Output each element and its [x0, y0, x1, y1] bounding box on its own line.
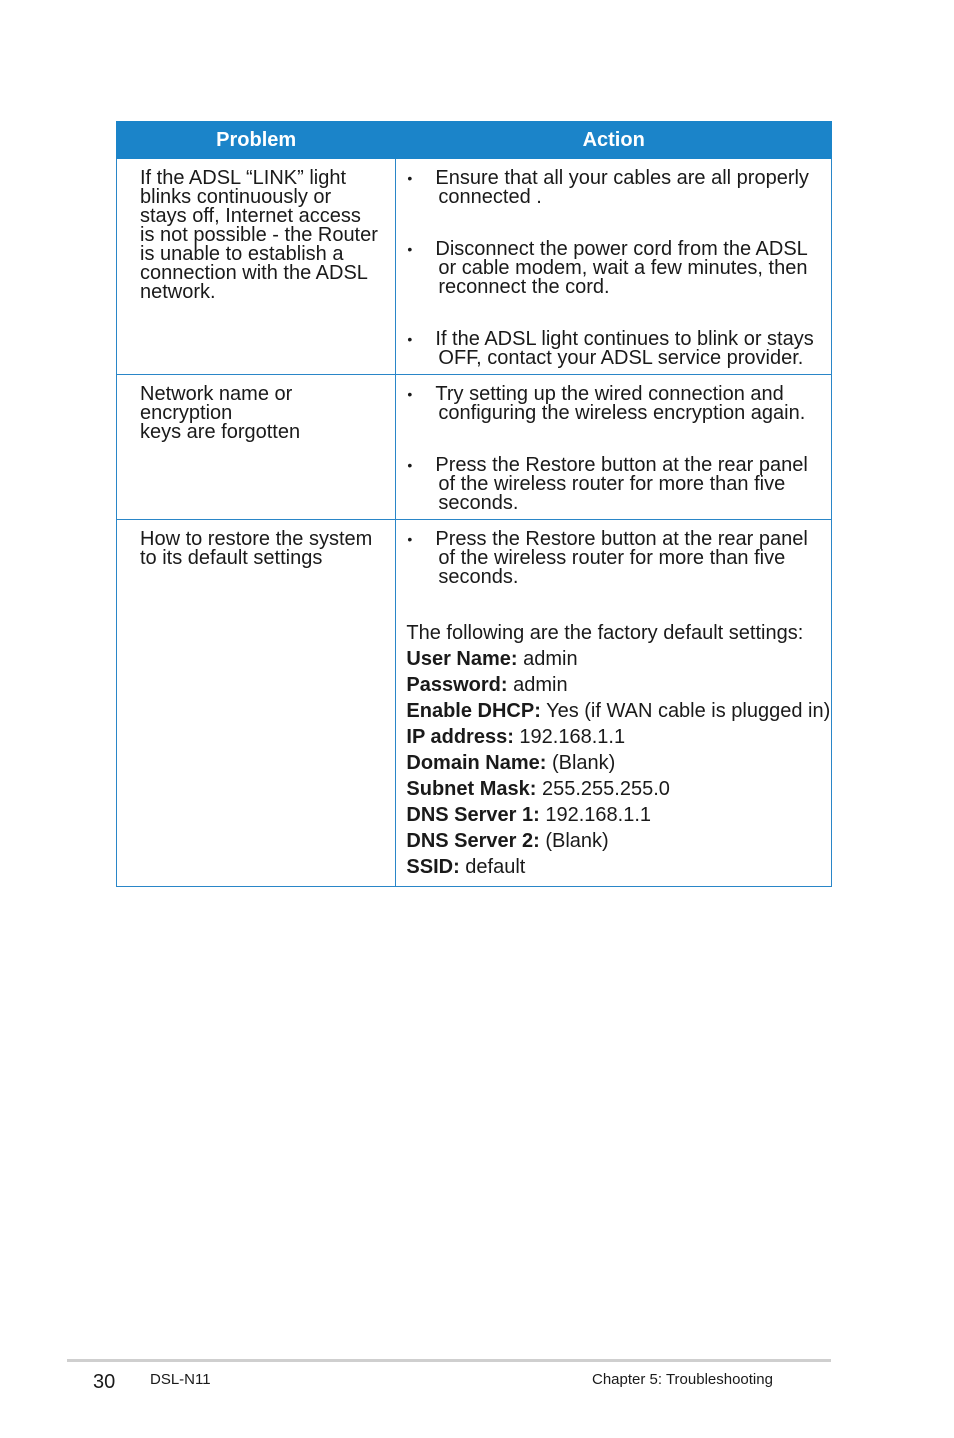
action-cell: [396, 159, 832, 375]
footer-rule: [67, 1359, 831, 1362]
bullet-text: [435, 385, 823, 423]
setting-label: SSID:: [406, 856, 460, 878]
bullet-line: Ensure that all your cables are all properly: [435, 167, 809, 189]
problem-line: is unable to establish a: [140, 243, 344, 265]
action-cell: [396, 375, 832, 520]
bullet-dot: •: [407, 331, 413, 347]
problem-cell: [117, 520, 396, 887]
default-setting: [406, 828, 823, 854]
default-setting: [406, 646, 823, 672]
default-setting: [406, 724, 823, 750]
bullet-text: [435, 456, 823, 513]
action-bullet-item: [406, 456, 823, 513]
setting-label: User Name:: [406, 648, 518, 670]
setting-value: (Blank): [545, 830, 609, 852]
setting-value: admin: [513, 674, 568, 696]
problem-line: connection with the ADSL: [140, 262, 368, 284]
problem-line: If the ADSL “LINK” light: [140, 167, 347, 189]
table-row: [117, 159, 832, 375]
bullet-line: Press the Restore button at the rear panel: [435, 528, 808, 550]
problem-cell: [117, 375, 396, 520]
action-bullet-item: [406, 169, 823, 207]
bullet-dot: •: [407, 170, 413, 186]
bullet-line: of the wireless router for more than five: [438, 547, 786, 569]
setting-label: Enable DHCP:: [406, 700, 541, 722]
model-name: DSL-N11: [150, 1371, 211, 1388]
setting-label: DNS Server 1:: [406, 804, 540, 826]
bullet-line: seconds.: [438, 566, 519, 588]
chapter-title: Chapter 5: Troubleshooting: [592, 1371, 773, 1388]
action-bullet-item: [406, 330, 823, 368]
bullet-line: of the wireless router for more than five: [438, 473, 786, 495]
default-setting: [406, 854, 823, 880]
bullet-line: seconds.: [438, 492, 519, 514]
action-cell: [396, 520, 832, 887]
bullet-line: OFF, contact your ADSL service provider.: [438, 347, 804, 369]
table-row: [117, 375, 832, 520]
bullet-line: If the ADSL light continues to blink or stays: [435, 328, 814, 350]
bullet-text: [435, 240, 823, 297]
problem-line: network.: [140, 281, 216, 303]
bullet-text: [435, 530, 823, 587]
default-setting: [406, 776, 823, 802]
problem-line: to its default settings: [140, 547, 323, 569]
action-bullet-item: [406, 530, 823, 587]
problem-line: blinks continuously or: [140, 186, 332, 208]
default-setting: [406, 698, 831, 724]
bullet-dot: •: [407, 241, 413, 257]
problem-line: Network name or encryption: [140, 383, 293, 424]
setting-label: Password:: [406, 674, 508, 696]
action-bullet-item: [406, 240, 823, 297]
action-bullet-item: [406, 385, 823, 423]
bullet-line: connected .: [438, 186, 542, 208]
bullet-line: reconnect the cord.: [438, 276, 610, 298]
bullet-text: [435, 169, 823, 207]
bullet-line: Press the Restore button at the rear panel: [435, 454, 808, 476]
setting-value: Yes (if WAN cable is plugged in): [546, 700, 831, 722]
page-number: 30: [93, 1371, 116, 1393]
table-header-row: [117, 122, 832, 159]
setting-value: 192.168.1.1: [545, 804, 652, 826]
table-row: [117, 520, 832, 887]
default-setting: [406, 672, 823, 698]
default-setting: [406, 802, 823, 828]
setting-label: Subnet Mask:: [406, 778, 537, 800]
bullet-line: Disconnect the power cord from the ADSL: [435, 238, 808, 260]
problem-line: keys are forgotten: [140, 421, 301, 443]
troubleshooting-table: [116, 121, 832, 887]
setting-label: DNS Server 2:: [406, 830, 540, 852]
setting-value: admin: [523, 648, 578, 670]
setting-label: IP address:: [406, 726, 514, 748]
bullet-line: configuring the wireless encryption again.: [438, 402, 806, 424]
problem-cell: [117, 159, 396, 375]
default-setting: [406, 750, 823, 776]
problem-line: is not possible - the Router: [140, 224, 378, 246]
problem-line: stays off, Internet access: [140, 205, 361, 227]
bullet-dot: •: [407, 531, 413, 547]
bullet-text: [435, 330, 823, 368]
bullet-line: Try setting up the wired connection and: [435, 383, 784, 405]
header-problem: Problem: [117, 122, 396, 159]
setting-value: 192.168.1.1: [519, 726, 626, 748]
bullet-line: or cable modem, wait a few minutes, then: [438, 257, 808, 279]
bullet-dot: •: [407, 457, 413, 473]
defaults-intro: The following are the factory default settings:: [406, 622, 804, 644]
header-action: Action: [396, 122, 832, 159]
setting-value: default: [465, 856, 526, 878]
setting-label: Domain Name:: [406, 752, 547, 774]
problem-line: How to restore the system: [140, 528, 373, 550]
bullet-dot: •: [407, 386, 413, 402]
setting-value: (Blank): [551, 752, 616, 774]
setting-value: 255.255.255.0: [541, 778, 670, 800]
